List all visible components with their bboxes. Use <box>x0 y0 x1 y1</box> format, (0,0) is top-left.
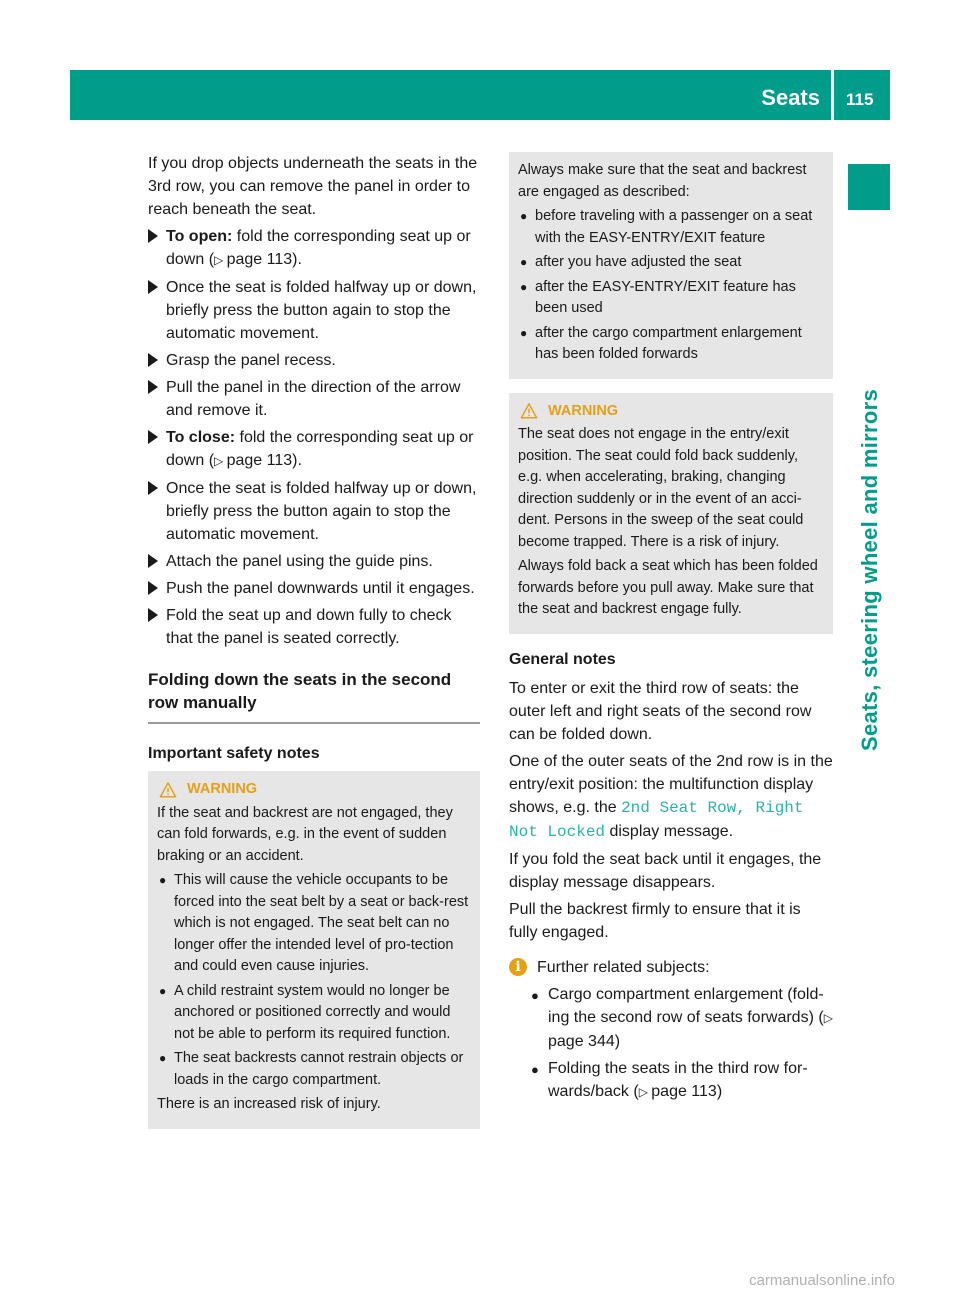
display-message-text: 2nd Seat Row, Right Not Locked <box>509 798 804 841</box>
step-text: Pull the panel in the direction of the arrow and remove it. <box>166 379 461 419</box>
step-text: fold the corresponding seat up or down ( <box>166 429 474 469</box>
general-para-1: To enter or exit the third row of seats: the outer left and right seats of the second row can be folded down. <box>509 679 812 743</box>
page-ref-icon: ▷ <box>214 253 227 267</box>
related-text: Cargo compartment enlargement (fold-ing the second row of seats forwards) ( <box>548 985 824 1026</box>
warning-bullet-list <box>157 870 472 1091</box>
warning-triangle-icon <box>159 781 177 799</box>
bullet-icon: ● <box>520 255 528 269</box>
related-item <box>529 983 833 1053</box>
bullet-item <box>518 252 825 274</box>
warning-outro: There is an increased risk of injury. <box>157 1096 381 1112</box>
instruction-step <box>148 276 480 345</box>
general-para-3: If you fold the seat back until it engages, the display message disappears. <box>509 850 822 891</box>
side-marker <box>848 164 890 210</box>
general-notes-title: General notes <box>509 650 616 668</box>
page-reference[interactable]: page 113 <box>226 251 293 268</box>
chapter-title: Seats <box>761 85 820 110</box>
subsection-title: Important safety notes <box>148 745 320 762</box>
instruction-step <box>148 376 480 422</box>
page-reference[interactable]: page 113 <box>226 452 293 469</box>
info-label: Further related subjects: <box>537 958 710 976</box>
instruction-step <box>148 349 480 372</box>
warning-para-2: Always fold back a seat which has been folded forwards before you pull away. Make sure that the seat and backrest engage fully. <box>518 558 818 617</box>
side-tab-label: Seats, steering wheel and mirrors <box>857 388 882 752</box>
steps-close-list <box>148 426 480 650</box>
bullet-text: before traveling with a passenger on a seat with the EASY-ENTRY/EXIT feature <box>535 208 813 246</box>
step-text: Once the seat is folded halfway up or down, briefly press the button again to stop the automatic movement. <box>166 480 477 543</box>
warning-header <box>157 779 472 801</box>
side-tab <box>845 370 895 770</box>
bullet-icon: ● <box>531 1061 539 1077</box>
step-arrow-icon <box>148 353 158 367</box>
intro-paragraph: If you drop objects underneath the seats in the 3rd row, you can remove the panel in order to reach beneath the seat. <box>148 155 478 218</box>
right-column <box>509 152 833 1108</box>
step-text: Grasp the panel recess. <box>166 352 336 369</box>
warning-triangle-icon <box>520 402 538 420</box>
bullet-item <box>157 1048 472 1091</box>
bullet-icon: ● <box>159 873 167 887</box>
instruction-step <box>148 477 480 546</box>
page-reference[interactable]: page 113 <box>651 1082 717 1100</box>
warning-box-left <box>148 771 480 1129</box>
warning-para-1: The seat does not engage in the entry/exit position. The seat could fold back suddenly, e.g. when accelerating, braking, changing direction suddenly or in the event of an acci-dent. Persons in the sweep of the seat could become trapped. There is a risk of injury. <box>518 426 804 550</box>
step-text: Push the panel downwards until it engages. <box>166 580 475 597</box>
bullet-icon: ● <box>520 279 528 294</box>
note-box <box>509 152 833 379</box>
page-ref-icon: ▷ <box>638 1084 652 1099</box>
bullet-icon: ● <box>531 987 539 1003</box>
section-title: Folding down the seats in the second row manually <box>148 668 480 724</box>
header-separator <box>831 70 834 120</box>
instruction-step <box>148 577 480 600</box>
related-item <box>529 1057 833 1104</box>
step-text-end: ). <box>292 452 302 469</box>
bullet-item <box>518 206 825 249</box>
bullet-item <box>157 981 472 1046</box>
warning-header <box>518 401 825 423</box>
page-reference[interactable]: page 344 <box>548 1032 615 1050</box>
bullet-text: after you have adjusted the seat <box>535 254 742 270</box>
instruction-step <box>148 550 480 573</box>
info-icon: i <box>509 958 527 976</box>
para2-text-end: display message. <box>605 822 734 840</box>
info-header <box>509 956 833 979</box>
para2-text: One of the outer seats of the 2nd row is in the entry/exit position: the multifunction display shows, e.g. the <box>509 752 833 816</box>
instruction-step <box>148 225 480 272</box>
step-text: fold the corresponding seat up or down ( <box>166 228 471 268</box>
instruction-step <box>148 604 480 650</box>
bullet-icon: ● <box>159 983 167 998</box>
related-text-end: ) <box>716 1082 723 1100</box>
general-para-2 <box>509 750 833 844</box>
bullet-icon: ● <box>520 325 528 340</box>
related-text-end: ) <box>614 1032 621 1050</box>
step-text: Once the seat is folded halfway up or down, briefly press the button again to stop the automatic movement. <box>166 279 477 342</box>
step-text: Fold the seat up and down fully to check that the panel is seated correctly. <box>166 607 452 647</box>
instruction-step <box>148 426 480 473</box>
related-text: Folding the seats in the third row for-wards/back ( <box>548 1059 808 1100</box>
steps-open-list <box>148 225 480 422</box>
step-arrow-icon <box>148 430 158 444</box>
general-para-4: Pull the backrest firmly to ensure that it is fully engaged. <box>509 900 801 941</box>
step-keyword: To close: <box>166 429 236 446</box>
left-column <box>148 152 480 1143</box>
step-text-end: ). <box>292 251 302 268</box>
step-arrow-icon <box>148 280 158 294</box>
bullet-text: after the EASY-ENTRY/EXIT feature has been used <box>535 278 796 316</box>
bullet-item <box>157 870 472 978</box>
step-keyword: To open: <box>166 228 233 245</box>
related-list <box>509 983 833 1104</box>
step-arrow-icon <box>148 229 158 243</box>
step-arrow-icon <box>148 581 158 595</box>
step-arrow-icon <box>148 481 158 495</box>
step-arrow-icon <box>148 554 158 568</box>
bullet-icon: ● <box>520 209 528 223</box>
bullet-text: after the cargo compartment enlargement has been folded forwards <box>535 324 802 362</box>
bullet-text: The seat backrests cannot restrain objects or loads in the cargo compartment. <box>174 1050 464 1088</box>
warning-intro: If the seat and backrest are not engaged, they can fold forwards, e.g. in the event of sudden braking or an accident. <box>157 804 453 864</box>
page-ref-icon: ▷ <box>214 454 227 468</box>
bullet-text: This will cause the vehicle occupants to be forced into the seat belt by a seat or back-rest which is not engaged. The seat belt can no longer offer the intended level of pro-tection and could even cause injuries. <box>174 872 469 974</box>
footer-watermark: carmanualsonline.info <box>749 1272 895 1289</box>
page-ref-icon: ▷ <box>823 1010 833 1025</box>
bullet-text: A child restraint system would no longer be anchored or positioned correctly and would not be able to perform its required function. <box>174 982 451 1042</box>
step-arrow-icon <box>148 608 158 622</box>
note-intro: Always make sure that the seat and backrest are engaged as described: <box>518 162 807 200</box>
bullet-item <box>518 323 825 366</box>
bullet-item <box>518 277 825 320</box>
page-number: 115 <box>846 90 874 109</box>
warning-label: WARNING <box>187 781 258 797</box>
bullet-icon: ● <box>159 1051 167 1065</box>
warning-box-right <box>509 393 833 634</box>
warning-label: WARNING <box>548 402 619 419</box>
step-arrow-icon <box>148 380 158 394</box>
note-bullet-list <box>518 206 825 366</box>
step-text: Attach the panel using the guide pins. <box>166 553 433 570</box>
